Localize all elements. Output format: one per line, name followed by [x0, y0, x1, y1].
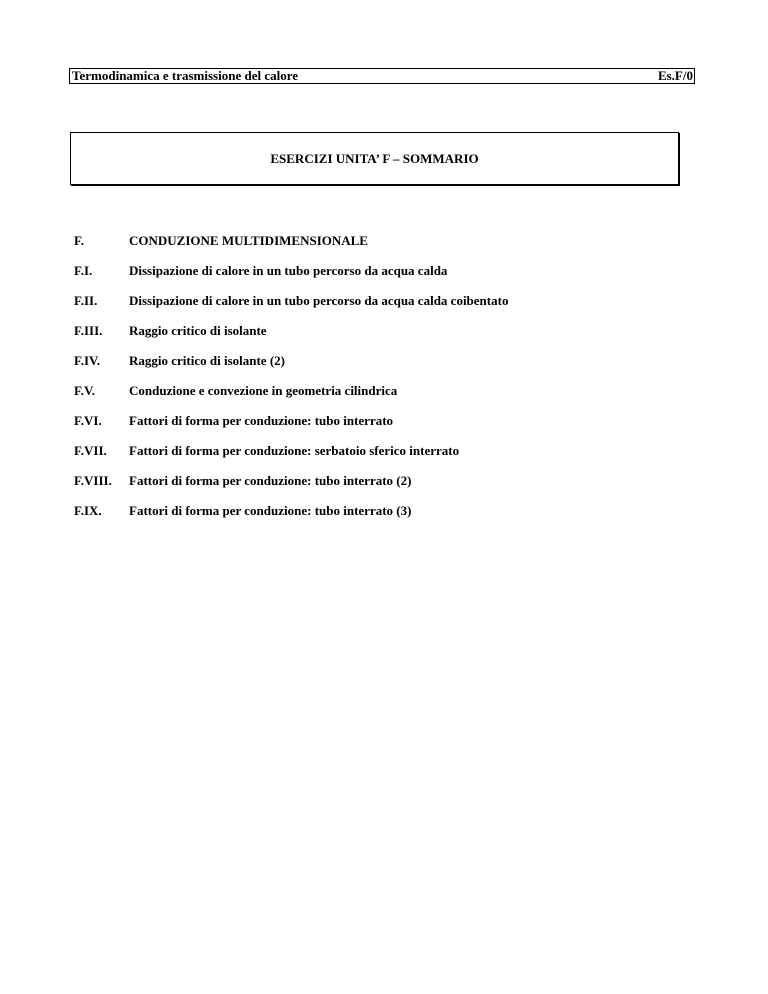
- toc-item-code: F.III.: [74, 323, 103, 338]
- toc-item-title: Fattori di forma per conduzione: tubo interrato: [129, 413, 394, 428]
- toc-item-code: F.VI.: [74, 413, 102, 428]
- toc-item-title: Fattori di forma per conduzione: serbatoio sferico interrato: [129, 443, 460, 458]
- toc-item-title: Raggio critico di isolante: [129, 323, 267, 338]
- toc-item-code: F.IX.: [74, 503, 102, 518]
- header-page-code: Es.F/0: [657, 68, 693, 83]
- toc-item-title: Conduzione e convezione in geometria cilindrica: [129, 383, 398, 398]
- summary-title-box: [70, 132, 679, 185]
- toc-item-title: Dissipazione di calore in un tubo percorso da acqua calda coibentato: [129, 293, 509, 308]
- toc-item-title: Fattori di forma per conduzione: tubo interrato (3): [129, 503, 412, 518]
- toc-item-code: F.I.: [74, 263, 93, 278]
- toc-item-code: F.VII.: [74, 443, 107, 458]
- toc-item-title: CONDUZIONE MULTIDIMENSIONALE: [129, 233, 368, 248]
- toc-item-code: F.IV.: [74, 353, 101, 368]
- toc-item-title: Raggio critico di isolante (2): [129, 353, 285, 368]
- header-title: Termodinamica e trasmissione del calore: [72, 68, 299, 83]
- toc-item-code: F.VIII.: [74, 473, 112, 488]
- toc-item-title: Dissipazione di calore in un tubo percorso da acqua calda: [129, 263, 448, 278]
- toc-item-code: F.II.: [74, 293, 98, 308]
- summary-title: ESERCIZI UNITA’ F – SOMMARIO: [270, 150, 479, 166]
- toc-item-title: Fattori di forma per conduzione: tubo interrato (2): [129, 473, 412, 488]
- toc-item-code: F.V.: [74, 383, 95, 398]
- toc-item-code: F.: [74, 233, 84, 248]
- page-header: [69, 68, 695, 84]
